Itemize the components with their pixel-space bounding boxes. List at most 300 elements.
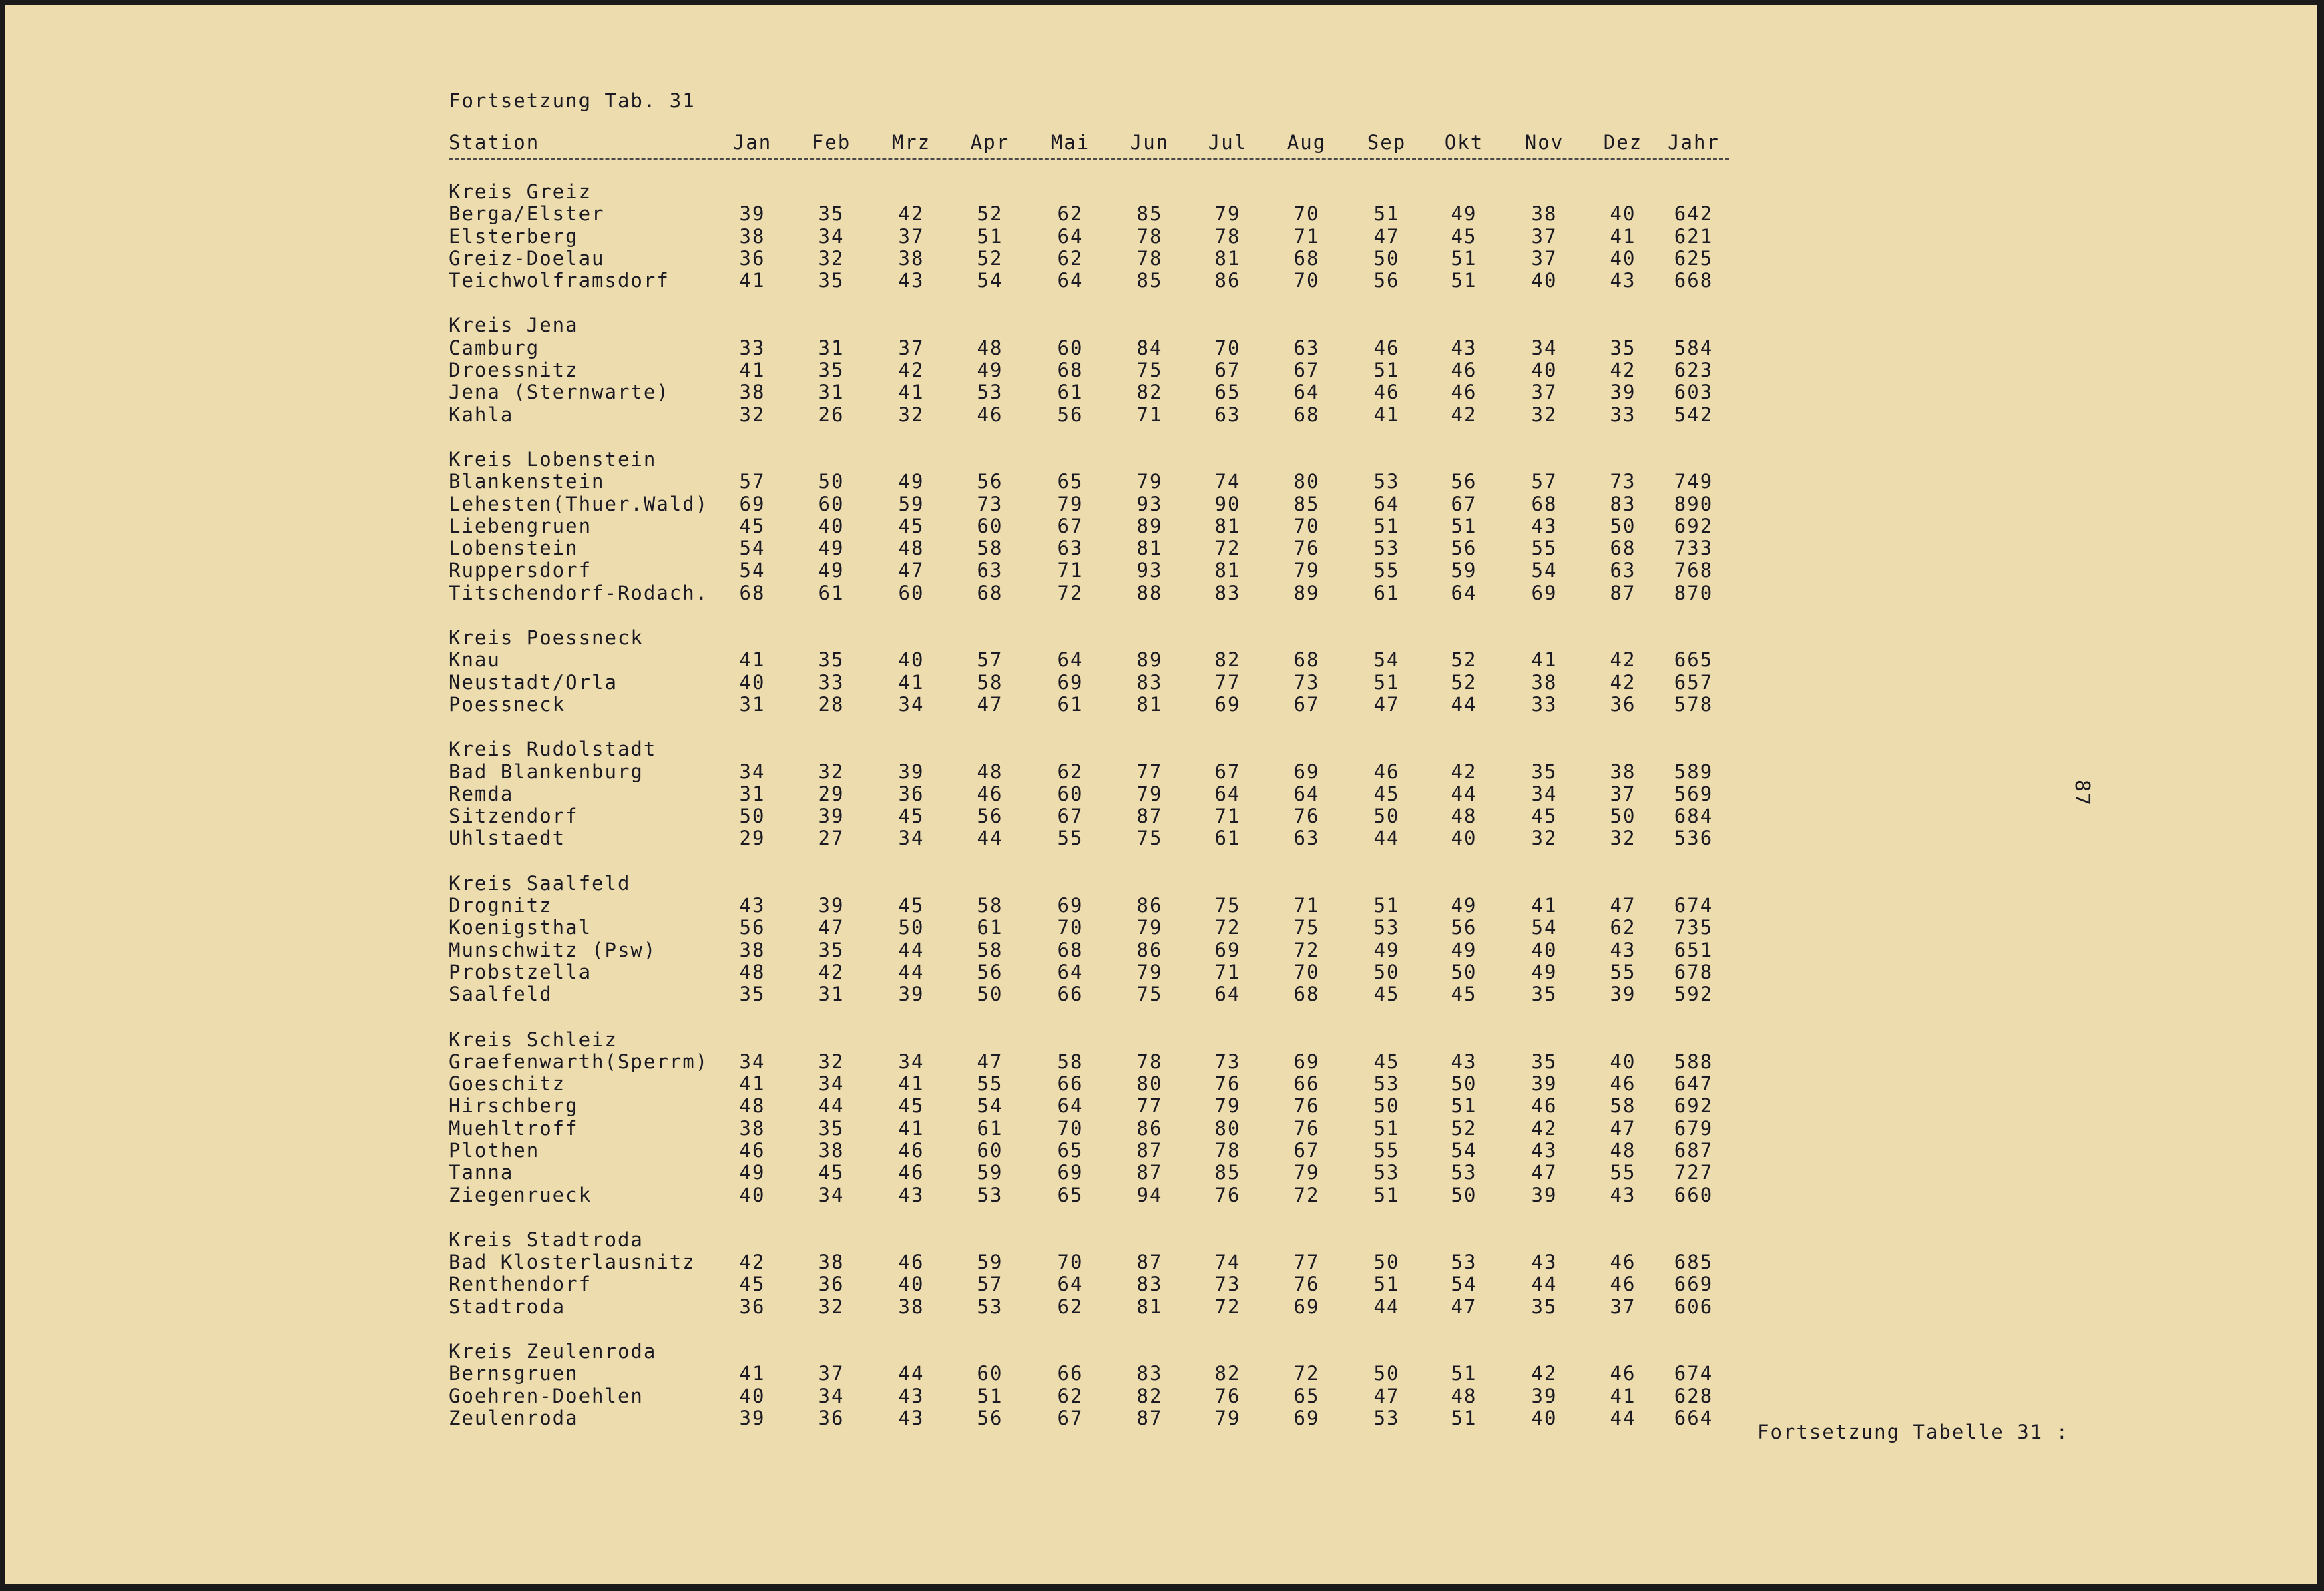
header-month: Nov xyxy=(1524,131,1564,154)
value-cell: 35 xyxy=(1531,983,1558,1006)
value-cell: 42 xyxy=(739,1251,766,1274)
value-cell: 39 xyxy=(818,805,845,828)
value-cell: 71 xyxy=(1293,894,1320,917)
value-cell: 27 xyxy=(818,827,845,850)
value-cell: 53 xyxy=(977,1183,1003,1206)
value-cell: 31 xyxy=(818,336,845,359)
value-cell: 81 xyxy=(1136,1295,1163,1318)
value-cell: 38 xyxy=(818,1251,845,1274)
value-cell: 34 xyxy=(898,692,925,716)
value-cell: 54 xyxy=(977,1094,1003,1118)
value-cell: 51 xyxy=(1373,894,1400,917)
station-name: Jena (Sternwarte) xyxy=(449,381,670,404)
value-cell: 53 xyxy=(1373,1406,1400,1429)
value-cell: 35 xyxy=(1531,760,1558,783)
value-cell: 54 xyxy=(1531,916,1558,939)
value-cell: 51 xyxy=(1451,246,1477,270)
value-cell: 36 xyxy=(818,1406,845,1429)
value-cell: 64 xyxy=(1057,269,1084,292)
value-cell: 39 xyxy=(1610,983,1636,1006)
station-name: Plothen xyxy=(449,1138,540,1162)
value-cell: 38 xyxy=(1531,670,1558,694)
value-cell: 53 xyxy=(1373,1161,1400,1184)
value-cell: 80 xyxy=(1214,1116,1241,1140)
value-cell: 60 xyxy=(1057,336,1084,359)
value-cell: 60 xyxy=(977,514,1003,537)
station-name: Uhlstaedt xyxy=(449,827,566,850)
value-cell: 63 xyxy=(1293,336,1320,359)
value-cell: 43 xyxy=(1451,1050,1477,1073)
value-cell: 44 xyxy=(898,960,925,983)
value-cell: 54 xyxy=(1531,559,1558,582)
value-cell: 45 xyxy=(1373,782,1400,805)
station-name: Sitzendorf xyxy=(449,805,579,828)
value-cell: 49 xyxy=(1451,202,1477,226)
value-cell: 85 xyxy=(1293,492,1320,515)
station-name: Teichwolframsdorf xyxy=(449,269,670,292)
value-cell: 57 xyxy=(1531,470,1558,493)
value-cell: 54 xyxy=(739,559,766,582)
scan-edge-left xyxy=(0,0,5,1591)
value-cell: 48 xyxy=(739,960,766,983)
value-cell: 61 xyxy=(1214,827,1241,850)
value-cell: 62 xyxy=(1057,760,1084,783)
station-name: Poessneck xyxy=(449,692,566,716)
value-cell: 48 xyxy=(1610,1138,1636,1162)
value-cell: 32 xyxy=(818,1050,845,1073)
value-cell: 81 xyxy=(1214,559,1241,582)
header-month: Jul xyxy=(1208,131,1248,154)
value-cell: 34 xyxy=(898,827,925,850)
station-name: Kahla xyxy=(449,403,514,426)
value-cell: 36 xyxy=(1610,692,1636,716)
value-cell: 35 xyxy=(1531,1050,1558,1073)
value-cell: 61 xyxy=(1057,692,1084,716)
value-cell: 31 xyxy=(818,381,845,404)
station-name: Knau xyxy=(449,648,501,672)
value-cell: 59 xyxy=(977,1251,1003,1274)
value-cell: 46 xyxy=(1451,359,1477,382)
value-cell: 73 xyxy=(977,492,1003,515)
value-cell: 685 xyxy=(1674,1251,1714,1274)
value-cell: 79 xyxy=(1214,1406,1241,1429)
value-cell: 56 xyxy=(1451,470,1477,493)
value-cell: 44 xyxy=(1373,1295,1400,1318)
value-cell: 46 xyxy=(977,782,1003,805)
header-month: Feb xyxy=(811,131,851,154)
value-cell: 51 xyxy=(977,224,1003,248)
value-cell: 60 xyxy=(977,1138,1003,1162)
value-cell: 82 xyxy=(1136,381,1163,404)
value-cell: 41 xyxy=(898,1072,925,1096)
value-cell: 51 xyxy=(1373,1116,1400,1140)
value-cell: 54 xyxy=(1373,648,1400,672)
value-cell: 56 xyxy=(1451,537,1477,560)
value-cell: 41 xyxy=(739,1072,766,1096)
station-name: Bad Klosterlausnitz xyxy=(449,1251,696,1274)
value-cell: 85 xyxy=(1136,269,1163,292)
value-cell: 38 xyxy=(898,246,925,270)
value-cell: 674 xyxy=(1674,894,1714,917)
value-cell: 89 xyxy=(1136,648,1163,672)
scan-edge-bottom xyxy=(0,1584,2324,1591)
value-cell: 47 xyxy=(1373,224,1400,248)
value-cell: 628 xyxy=(1674,1384,1714,1407)
value-cell: 82 xyxy=(1136,1384,1163,1407)
value-cell: 43 xyxy=(898,1406,925,1429)
value-cell: 49 xyxy=(1451,938,1477,961)
value-cell: 69 xyxy=(1057,670,1084,694)
value-cell: 78 xyxy=(1214,1138,1241,1162)
value-cell: 45 xyxy=(1373,1050,1400,1073)
value-cell: 87 xyxy=(1136,805,1163,828)
value-cell: 87 xyxy=(1136,1161,1163,1184)
value-cell: 70 xyxy=(1057,916,1084,939)
value-cell: 87 xyxy=(1136,1406,1163,1429)
value-cell: 71 xyxy=(1293,224,1320,248)
station-name: Droessnitz xyxy=(449,359,579,382)
value-cell: 47 xyxy=(818,916,845,939)
value-cell: 40 xyxy=(898,1273,925,1296)
value-cell: 67 xyxy=(1293,359,1320,382)
value-cell: 39 xyxy=(1610,381,1636,404)
value-cell: 46 xyxy=(898,1138,925,1162)
value-cell: 76 xyxy=(1214,1183,1241,1206)
value-cell: 42 xyxy=(1531,1116,1558,1140)
value-cell: 733 xyxy=(1674,537,1714,560)
value-cell: 60 xyxy=(977,1362,1003,1385)
value-cell: 79 xyxy=(1214,202,1241,226)
value-cell: 870 xyxy=(1674,581,1714,604)
value-cell: 50 xyxy=(977,983,1003,1006)
value-cell: 81 xyxy=(1214,514,1241,537)
section-title: Kreis Zeulenroda xyxy=(449,1340,657,1363)
value-cell: 56 xyxy=(1451,916,1477,939)
value-cell: 50 xyxy=(739,805,766,828)
value-cell: 38 xyxy=(739,381,766,404)
value-cell: 42 xyxy=(1610,359,1636,382)
value-cell: 71 xyxy=(1214,805,1241,828)
value-cell: 45 xyxy=(1451,224,1477,248)
value-cell: 727 xyxy=(1674,1161,1714,1184)
value-cell: 75 xyxy=(1136,983,1163,1006)
value-cell: 93 xyxy=(1136,559,1163,582)
value-cell: 51 xyxy=(1373,1273,1400,1296)
value-cell: 67 xyxy=(1057,805,1084,828)
value-cell: 47 xyxy=(1373,1384,1400,1407)
station-name: Goeschitz xyxy=(449,1072,566,1096)
station-name: Zeulenroda xyxy=(449,1406,579,1429)
value-cell: 32 xyxy=(898,403,925,426)
value-cell: 34 xyxy=(818,224,845,248)
value-cell: 54 xyxy=(739,537,766,560)
value-cell: 51 xyxy=(1451,269,1477,292)
value-cell: 674 xyxy=(1674,1362,1714,1385)
value-cell: 45 xyxy=(1373,983,1400,1006)
station-name: Graefenwarth(Sperrm) xyxy=(449,1050,709,1073)
value-cell: 76 xyxy=(1293,1094,1320,1118)
section-title: Kreis Poessneck xyxy=(449,626,644,650)
value-cell: 41 xyxy=(898,381,925,404)
value-cell: 37 xyxy=(1531,224,1558,248)
value-cell: 67 xyxy=(1293,1138,1320,1162)
value-cell: 76 xyxy=(1293,1116,1320,1140)
value-cell: 55 xyxy=(1610,1161,1636,1184)
value-cell: 48 xyxy=(977,760,1003,783)
value-cell: 57 xyxy=(739,470,766,493)
value-cell: 49 xyxy=(1451,894,1477,917)
value-cell: 51 xyxy=(1451,1406,1477,1429)
value-cell: 50 xyxy=(898,916,925,939)
value-cell: 40 xyxy=(739,1183,766,1206)
value-cell: 588 xyxy=(1674,1050,1714,1073)
value-cell: 41 xyxy=(739,1362,766,1385)
station-name: Koenigsthal xyxy=(449,916,592,939)
value-cell: 50 xyxy=(1373,1094,1400,1118)
value-cell: 69 xyxy=(1293,1050,1320,1073)
value-cell: 68 xyxy=(739,581,766,604)
value-cell: 33 xyxy=(1531,692,1558,716)
header-month: Okt xyxy=(1444,131,1484,154)
value-cell: 83 xyxy=(1136,670,1163,694)
value-cell: 34 xyxy=(1531,782,1558,805)
value-cell: 64 xyxy=(1057,648,1084,672)
value-cell: 73 xyxy=(1610,470,1636,493)
value-cell: 70 xyxy=(1214,336,1241,359)
section-title: Kreis Schleiz xyxy=(449,1028,618,1051)
value-cell: 46 xyxy=(1531,1094,1558,1118)
station-name: Elsterberg xyxy=(449,224,579,248)
value-cell: 81 xyxy=(1136,537,1163,560)
value-cell: 87 xyxy=(1610,581,1636,604)
section-title: Kreis Greiz xyxy=(449,180,592,203)
header-month: Mai xyxy=(1050,131,1090,154)
value-cell: 64 xyxy=(1293,381,1320,404)
value-cell: 83 xyxy=(1610,492,1636,515)
value-cell: 647 xyxy=(1674,1072,1714,1096)
value-cell: 665 xyxy=(1674,648,1714,672)
value-cell: 49 xyxy=(818,537,845,560)
value-cell: 78 xyxy=(1136,246,1163,270)
value-cell: 55 xyxy=(977,1072,1003,1096)
value-cell: 41 xyxy=(898,670,925,694)
station-name: Bernsgruen xyxy=(449,1362,579,1385)
value-cell: 664 xyxy=(1674,1406,1714,1429)
value-cell: 41 xyxy=(739,269,766,292)
value-cell: 50 xyxy=(1451,1072,1477,1096)
value-cell: 35 xyxy=(818,202,845,226)
header-month: Jun xyxy=(1130,131,1170,154)
value-cell: 76 xyxy=(1293,805,1320,828)
value-cell: 79 xyxy=(1136,470,1163,493)
value-cell: 592 xyxy=(1674,983,1714,1006)
value-cell: 50 xyxy=(1451,960,1477,983)
value-cell: 44 xyxy=(1451,692,1477,716)
value-cell: 642 xyxy=(1674,202,1714,226)
station-name: Munschwitz (Psw) xyxy=(449,938,657,961)
value-cell: 623 xyxy=(1674,359,1714,382)
value-cell: 93 xyxy=(1136,492,1163,515)
scan-edge-top xyxy=(0,0,2324,5)
value-cell: 40 xyxy=(1531,1406,1558,1429)
value-cell: 35 xyxy=(818,648,845,672)
value-cell: 45 xyxy=(898,805,925,828)
value-cell: 34 xyxy=(818,1072,845,1096)
value-cell: 77 xyxy=(1214,670,1241,694)
value-cell: 61 xyxy=(818,581,845,604)
value-cell: 64 xyxy=(1451,581,1477,604)
value-cell: 48 xyxy=(977,336,1003,359)
value-cell: 39 xyxy=(898,983,925,1006)
value-cell: 63 xyxy=(1610,559,1636,582)
value-cell: 69 xyxy=(1293,1406,1320,1429)
value-cell: 51 xyxy=(1451,1362,1477,1385)
value-cell: 54 xyxy=(1451,1138,1477,1162)
station-name: Lobenstein xyxy=(449,537,579,560)
station-name: Berga/Elster xyxy=(449,202,605,226)
station-name: Camburg xyxy=(449,336,540,359)
value-cell: 58 xyxy=(1610,1094,1636,1118)
section-title: Kreis Rudolstadt xyxy=(449,738,657,761)
section-title: Kreis Stadtroda xyxy=(449,1228,644,1251)
value-cell: 59 xyxy=(898,492,925,515)
value-cell: 70 xyxy=(1057,1116,1084,1140)
value-cell: 74 xyxy=(1214,1251,1241,1274)
value-cell: 59 xyxy=(1451,559,1477,582)
value-cell: 56 xyxy=(977,470,1003,493)
value-cell: 67 xyxy=(1214,760,1241,783)
value-cell: 60 xyxy=(818,492,845,515)
value-cell: 59 xyxy=(977,1161,1003,1184)
value-cell: 684 xyxy=(1674,805,1714,828)
value-cell: 62 xyxy=(1057,246,1084,270)
value-cell: 569 xyxy=(1674,782,1714,805)
section-title: Kreis Lobenstein xyxy=(449,447,657,471)
value-cell: 40 xyxy=(1610,246,1636,270)
value-cell: 53 xyxy=(1451,1251,1477,1274)
value-cell: 56 xyxy=(1057,403,1084,426)
value-cell: 39 xyxy=(739,202,766,226)
value-cell: 41 xyxy=(1610,1384,1636,1407)
value-cell: 81 xyxy=(1136,692,1163,716)
value-cell: 76 xyxy=(1293,537,1320,560)
station-name: Hirschberg xyxy=(449,1094,579,1118)
station-name: Saalfeld xyxy=(449,983,553,1006)
value-cell: 56 xyxy=(977,1406,1003,1429)
value-cell: 42 xyxy=(1451,760,1477,783)
value-cell: 49 xyxy=(739,1161,766,1184)
value-cell: 86 xyxy=(1136,894,1163,917)
value-cell: 64 xyxy=(1214,983,1241,1006)
value-cell: 66 xyxy=(1057,1362,1084,1385)
value-cell: 38 xyxy=(818,1138,845,1162)
value-cell: 51 xyxy=(1373,514,1400,537)
value-cell: 657 xyxy=(1674,670,1714,694)
value-cell: 32 xyxy=(1531,403,1558,426)
value-cell: 83 xyxy=(1136,1273,1163,1296)
value-cell: 34 xyxy=(739,760,766,783)
header-station: Station xyxy=(449,131,540,154)
value-cell: 51 xyxy=(977,1384,1003,1407)
value-cell: 53 xyxy=(1373,537,1400,560)
header-month: Sep xyxy=(1367,131,1407,154)
value-cell: 42 xyxy=(898,202,925,226)
value-cell: 64 xyxy=(1057,224,1084,248)
value-cell: 63 xyxy=(1293,827,1320,850)
value-cell: 584 xyxy=(1674,336,1714,359)
value-cell: 36 xyxy=(818,1273,845,1296)
value-cell: 46 xyxy=(898,1161,925,1184)
header-month: Apr xyxy=(970,131,1010,154)
value-cell: 66 xyxy=(1057,983,1084,1006)
value-cell: 50 xyxy=(1373,1362,1400,1385)
value-cell: 47 xyxy=(977,692,1003,716)
value-cell: 83 xyxy=(1214,581,1241,604)
value-cell: 89 xyxy=(1136,514,1163,537)
value-cell: 94 xyxy=(1136,1183,1163,1206)
value-cell: 67 xyxy=(1451,492,1477,515)
value-cell: 61 xyxy=(1373,581,1400,604)
value-cell: 46 xyxy=(977,403,1003,426)
value-cell: 51 xyxy=(1451,514,1477,537)
value-cell: 54 xyxy=(977,269,1003,292)
value-cell: 37 xyxy=(1531,246,1558,270)
value-cell: 45 xyxy=(739,514,766,537)
station-name: Liebengruen xyxy=(449,514,592,537)
header-month: Mrz xyxy=(891,131,931,154)
value-cell: 31 xyxy=(818,983,845,1006)
station-name: Blankenstein xyxy=(449,470,605,493)
value-cell: 34 xyxy=(739,1050,766,1073)
value-cell: 56 xyxy=(1373,269,1400,292)
value-cell: 45 xyxy=(739,1273,766,1296)
value-cell: 75 xyxy=(1136,827,1163,850)
value-cell: 79 xyxy=(1293,1161,1320,1184)
value-cell: 69 xyxy=(1057,894,1084,917)
value-cell: 71 xyxy=(1136,403,1163,426)
value-cell: 54 xyxy=(1451,1273,1477,1296)
value-cell: 87 xyxy=(1136,1138,1163,1162)
value-cell: 77 xyxy=(1293,1251,1320,1274)
value-cell: 55 xyxy=(1373,559,1400,582)
value-cell: 43 xyxy=(1610,1183,1636,1206)
value-cell: 75 xyxy=(1293,916,1320,939)
station-name: Greiz-Doelau xyxy=(449,246,605,270)
value-cell: 41 xyxy=(898,1116,925,1140)
value-cell: 64 xyxy=(1214,782,1241,805)
value-cell: 64 xyxy=(1373,492,1400,515)
value-cell: 69 xyxy=(1214,692,1241,716)
value-cell: 44 xyxy=(1451,782,1477,805)
value-cell: 31 xyxy=(739,782,766,805)
value-cell: 45 xyxy=(1531,805,1558,828)
station-name: Goehren-Doehlen xyxy=(449,1384,644,1407)
value-cell: 43 xyxy=(898,269,925,292)
value-cell: 50 xyxy=(1373,246,1400,270)
value-cell: 63 xyxy=(1057,537,1084,560)
value-cell: 72 xyxy=(1293,1362,1320,1385)
value-cell: 68 xyxy=(1057,359,1084,382)
value-cell: 67 xyxy=(1057,1406,1084,1429)
value-cell: 49 xyxy=(818,559,845,582)
value-cell: 55 xyxy=(1610,960,1636,983)
value-cell: 82 xyxy=(1214,648,1241,672)
value-cell: 44 xyxy=(1373,827,1400,850)
value-cell: 85 xyxy=(1136,202,1163,226)
value-cell: 68 xyxy=(1293,403,1320,426)
value-cell: 52 xyxy=(977,246,1003,270)
value-cell: 890 xyxy=(1674,492,1714,515)
